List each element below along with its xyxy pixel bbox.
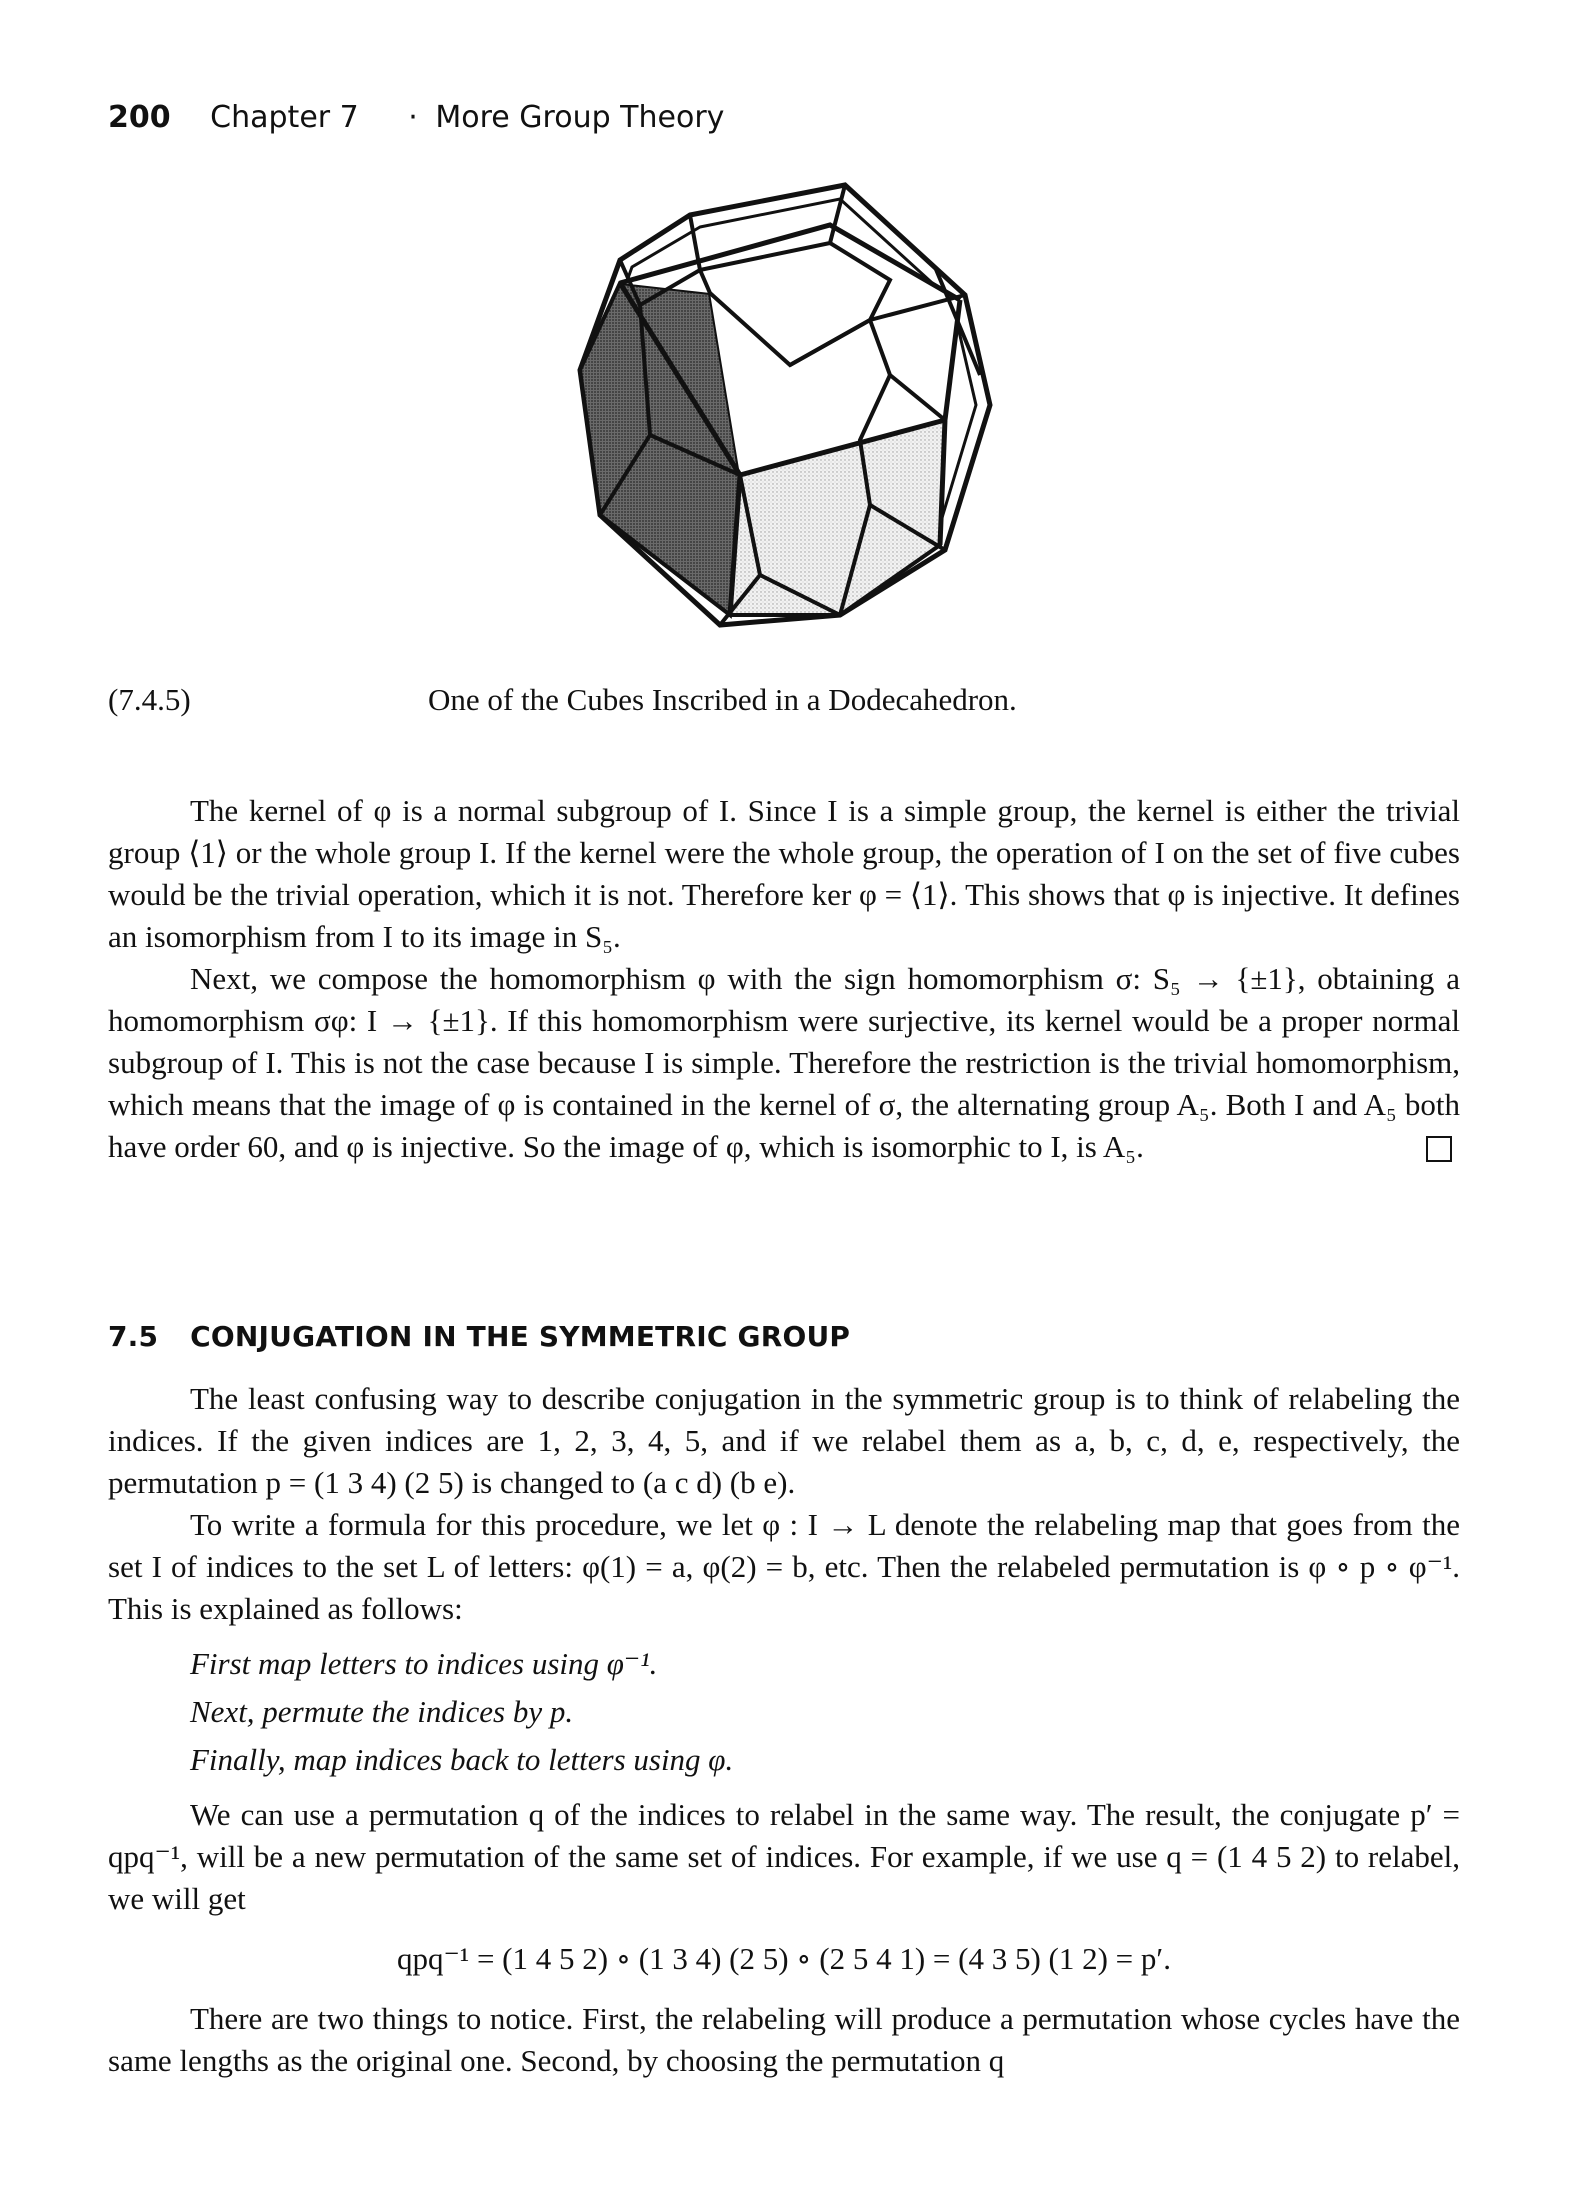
paragraph-observations: There are two things to notice. First, the relabeling will produce a permutation whose cycles have the same lengths as the original one. Second, by choosing the permutation q <box>108 2001 1460 2078</box>
display-equation: qpq⁻¹ = (1 4 5 2) ∘ (1 3 4) (2 5) ∘ (2 5 4 1) = (4 3 5) (1 2) = p′. <box>397 1941 1171 1976</box>
section-title: CONJUGATION IN THE SYMMETRIC GROUP <box>190 1320 851 1353</box>
proof-text <box>108 790 1460 1168</box>
procedure-step: First map letters to indices using φ⁻¹. <box>190 1646 658 1681</box>
section-number: 7.5 <box>108 1320 159 1353</box>
paragraph-sign-homomorphism-text: Next, we compose the homomorphism φ with the sign homomorphism σ: S₅ → {±1}, obtaining a homomorphism σφ: I → {±1}. If this homomorphism were surjective, its kernel would be a proper normal subgroup of I. This is not the case because I is simple. Therefore the restriction is the trivial homomorphism, which means that the image of φ is contained in the kernel of σ, the alternating group A₅. Both I and A₅ both have order 60, and φ is injective. So the image of φ, which is isomorphic to I, is A₅. <box>108 961 1460 1164</box>
dodecahedron-figure <box>540 175 1020 655</box>
paragraph-conjugate: We can use a permutation q of the indices to relabel in the same way. The result, the conjugate p′ = qpq⁻¹, will be a new permutation of the same set of indices. For example, if we use q = (1 4 5 2) to relabel, we will get <box>108 1797 1460 1916</box>
section-text <box>108 1378 1460 2082</box>
paragraph-formula: To write a formula for this procedure, we let φ : I → L denote the relabeling map that goes from the set I of indices to the set L of letters: φ(1) = a, φ(2) = b, etc. Then the relabeled permutation is φ ∘ p ∘ φ⁻¹. This is explained as follows: <box>108 1507 1460 1626</box>
chapter-label: Chapter 7 <box>210 100 359 135</box>
paragraph-kernel: The kernel of φ is a normal subgroup of I. Since I is a simple group, the kernel is either the trivial group ⟨1⟩ or the whole group I. If the kernel were the whole group, the operation of I on the set of five cubes would be the trivial operation, which it is not. Therefore ker φ = ⟨1⟩. This shows that φ is injective. It defines an isomorphism from I to its image in S₅. <box>108 793 1460 954</box>
running-header <box>108 100 724 135</box>
page-number: 200 <box>108 100 171 135</box>
procedure-step: Next, permute the indices by p. <box>190 1694 574 1729</box>
caption-text: One of the Cubes Inscribed in a Dodecahedron. <box>428 682 1017 717</box>
chapter-title: More Group Theory <box>435 100 725 135</box>
paragraph-sign-homomorphism <box>108 958 1460 1168</box>
section-heading <box>108 1320 850 1353</box>
procedure-step: Finally, map indices back to letters using φ. <box>190 1742 734 1777</box>
qed-box-icon <box>1426 1136 1452 1162</box>
paragraph-relabeling: The least confusing way to describe conjugation in the symmetric group is to think of relabeling the indices. If the given indices are 1, 2, 3, 4, 5, and if we relabel them as a, b, c, d, e, respectively, the permutation p = (1 3 4) (2 5) is changed to (a c d) (b e). <box>108 1381 1460 1500</box>
caption-number: (7.4.5) <box>108 682 191 717</box>
procedure-steps <box>190 1640 1460 1784</box>
header-separator: · <box>408 100 418 135</box>
